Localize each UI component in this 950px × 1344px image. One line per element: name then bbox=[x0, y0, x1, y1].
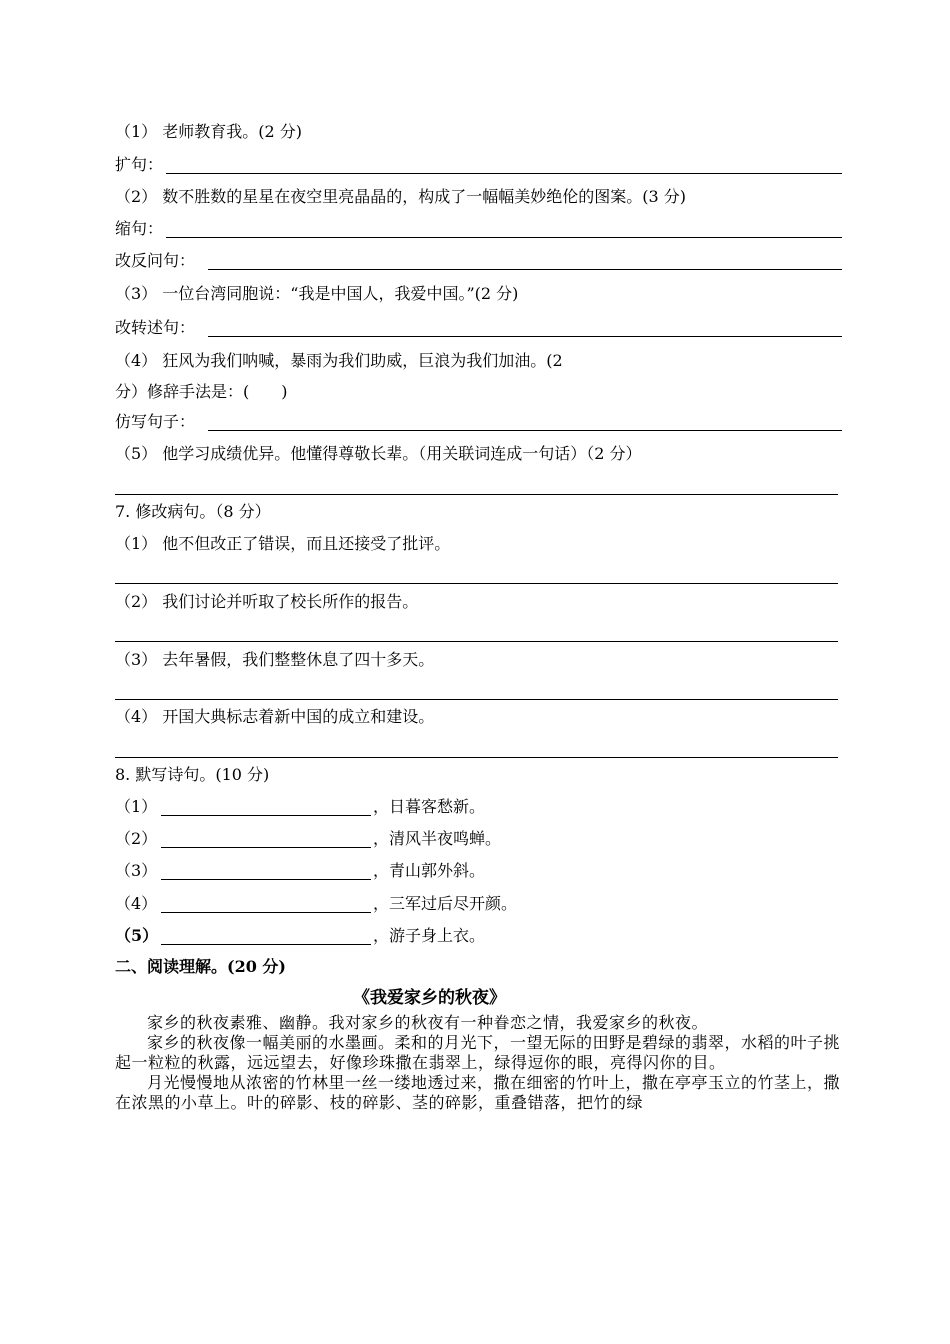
answer-line[interactable] bbox=[161, 944, 371, 945]
answer-line[interactable] bbox=[208, 430, 842, 431]
answer-line[interactable] bbox=[115, 583, 838, 584]
q8-number: （4） bbox=[115, 894, 158, 913]
q7-item: （1） 他不但改正了错误，而且还接受了批评。 bbox=[115, 534, 451, 553]
passage-paragraph: 家乡的秋夜素雅、幽静。我对家乡的秋夜有一种眷恋之情，我爱家乡的秋夜。 bbox=[147, 1013, 709, 1032]
passage bbox=[115, 1013, 843, 1113]
answer-line[interactable] bbox=[208, 269, 842, 270]
q8-number: （1） bbox=[115, 797, 158, 816]
answer-line[interactable] bbox=[115, 757, 838, 758]
answer-line[interactable] bbox=[166, 237, 842, 238]
q7-heading: 7. 修改病句。（8 分） bbox=[115, 502, 271, 521]
q6-item4-label: 仿写句子： bbox=[115, 412, 196, 431]
q8-tail: ，游子身上衣。 bbox=[373, 926, 486, 945]
passage-paragraph: 月光慢慢地从浓密的竹林里一丝一缕地透过来，撒在细密的竹叶上，撒在亭亭玉立的竹茎上，撒在浓黑的小草上。叶的碎影、枝的碎影、茎的碎影，重叠错落，把竹的绿 bbox=[115, 1073, 841, 1112]
q8-number: （5） bbox=[115, 926, 159, 945]
answer-line[interactable] bbox=[161, 912, 371, 913]
q6-item3: （3） 一位台湾同胞说：“我是中国人，我爱中国。”(2 分) bbox=[115, 284, 519, 303]
q8-tail: ，青山郭外斜。 bbox=[373, 861, 486, 880]
q7-item: （3） 去年暑假，我们整整休息了四十多天。 bbox=[115, 650, 435, 669]
q6-item1: （1） 老师教育我。(2 分) bbox=[115, 122, 303, 141]
answer-line[interactable] bbox=[161, 847, 371, 848]
answer-line[interactable] bbox=[208, 336, 842, 337]
passage-paragraph: 家乡的秋夜像一幅美丽的水墨画。柔和的月光下，一望无际的田野是碧绿的翡翠，水稻的叶子挑起一粒粒的秋露，远远望去，好像珍珠撒在翡翠上，绿得逗你的眼，亮得闪你的目。 bbox=[115, 1033, 841, 1072]
q8-tail: ，三军过后尽开颜。 bbox=[373, 894, 518, 913]
q6-item5: （5） 他学习成绩优异。他懂得尊敬长辈。（用关联词连成一句话）（2 分） bbox=[115, 444, 642, 463]
q8-heading: 8. 默写诗句。(10 分) bbox=[115, 765, 270, 784]
q6-item1-label: 扩句： bbox=[115, 155, 164, 174]
q6-item2-label-b: 改反问句： bbox=[115, 251, 196, 270]
q7-item: （4） 开国大典标志着新中国的成立和建设。 bbox=[115, 707, 435, 726]
answer-line[interactable] bbox=[161, 815, 371, 816]
answer-line[interactable] bbox=[161, 879, 371, 880]
answer-line[interactable] bbox=[115, 494, 838, 495]
q6-item4-line2: 分）修辞手法是：( ) bbox=[115, 382, 288, 401]
passage-title: 《我爱家乡的秋夜》 bbox=[353, 988, 506, 1008]
q8-tail: ，清风半夜鸣蝉。 bbox=[373, 829, 502, 848]
q8-tail: ，日暮客愁新。 bbox=[373, 797, 486, 816]
q6-item2-label-a: 缩句： bbox=[115, 219, 164, 238]
answer-line[interactable] bbox=[115, 641, 838, 642]
q8-number: （2） bbox=[115, 829, 158, 848]
section2-heading: 二、阅读理解。(20 分) bbox=[115, 957, 286, 976]
q6-item4-line1: （4） 狂风为我们呐喊，暴雨为我们助威，巨浪为我们加油。(2 bbox=[115, 351, 563, 370]
q6-item3-label: 改转述句： bbox=[115, 318, 196, 337]
q6-item2: （2） 数不胜数的星星在夜空里亮晶晶的，构成了一幅幅美妙绝伦的图案。(3 分) bbox=[115, 187, 687, 206]
q7-item: （2） 我们讨论并听取了校长所作的报告。 bbox=[115, 592, 419, 611]
answer-line[interactable] bbox=[166, 173, 842, 174]
answer-line[interactable] bbox=[115, 699, 838, 700]
q8-number: （3） bbox=[115, 861, 158, 880]
